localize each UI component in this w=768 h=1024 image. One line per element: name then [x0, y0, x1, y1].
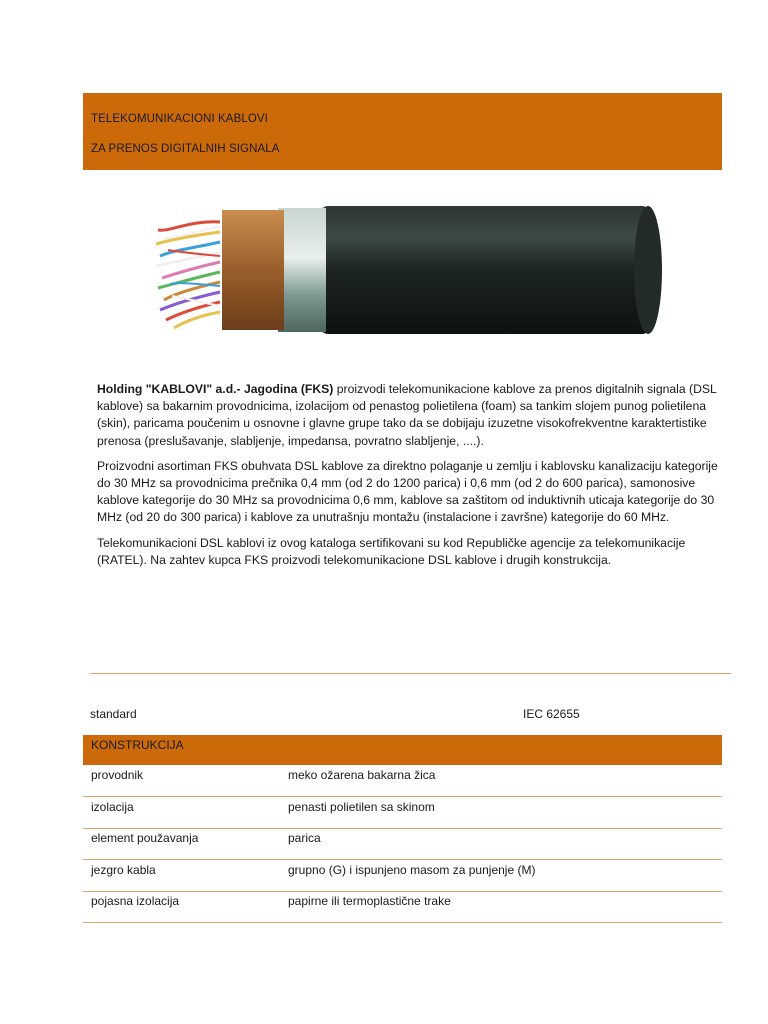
cable-shield-foil	[278, 208, 326, 332]
row-value: parica	[288, 831, 321, 845]
row-label: element použavanja	[91, 831, 199, 845]
standard-label: standard	[90, 707, 137, 721]
konstrukcija-title: KONSTRUKCIJA	[91, 738, 184, 752]
row-value: grupno (G) i ispunjeno masom za punjenje (M)	[288, 863, 536, 877]
intro-paragraph-1	[97, 381, 722, 450]
section-divider	[90, 673, 731, 674]
intro-paragraph-3: Telekomunikacioni DSL kablovi iz ovog kataloga sertifikovani su kod Republičke agencije za telekomunikacije (RATEL). Na zahtev kupca FKS proizvodi telekomunikacione DSL kablove i drugih konstrukcija.	[97, 535, 686, 567]
company-name: Holding "KABLOVI" a.d.- Jagodina (FKS)	[97, 382, 334, 396]
cable-jacket	[320, 206, 650, 334]
table-row	[83, 765, 722, 797]
konstrukcija-header	[83, 735, 722, 765]
table-row	[83, 860, 722, 892]
standard-value: IEC 62655	[523, 707, 580, 721]
row-label: provodnik	[91, 768, 144, 782]
intro-text	[97, 381, 722, 577]
row-label: izolacija	[91, 800, 134, 814]
table-row	[83, 797, 722, 829]
header-title-line2: ZA PRENOS DIGITALNIH SIGNALA	[91, 143, 280, 155]
header-title-line1: TELEKOMUNIKACIONI KABLOVI	[91, 113, 268, 125]
row-value: penasti polietilen sa skinom	[288, 800, 435, 814]
cable-photo	[150, 192, 666, 342]
row-value: meko ožarena bakarna žica	[288, 768, 436, 782]
intro-paragraph-1-text: proizvodi telekomunikacione kablove za prenos digitalnih signala (DSL kablove) sa bakarnim provodnicima, izolacijom od penastog polietilena (foam) sa tankim slojem punog polietilena (skin), paricama poučenim u osnovne i glavne grupe tako da se dobijaju izuzetne visokofrekventne karaktertistike prenosa (preslušavanje, slabljenje, impedansa, povratno slabljenje, ....).	[97, 382, 717, 448]
table-row	[83, 828, 722, 860]
cable-jacket-end	[634, 206, 662, 334]
intro-paragraph-2: Proizvodni asortiman FKS obuhvata DSL kablove za direktno polaganje u zemlju i kablovsku kanalizaciju kategorije do 30 MHz sa provodnicima prečnika 0,4 mm (od 2 do 1200 parica) i 0,6 mm (od 2 do 600 parica), samonosive kablove kategorije do 30 MHz sa provodnicima 0,6 mm, kablove sa zaštitom od induktivnih uticaja kategorije do 30 MHz (od 20 do 300 parica) i kablove za unutrašnju montažu (instalacione i završne) kategorije do 60 MHz.	[97, 458, 718, 525]
row-label: pojasna izolacija	[91, 894, 180, 908]
header-band	[83, 93, 722, 170]
table-row	[83, 891, 722, 923]
cable-core-tape	[222, 210, 284, 330]
row-label: jezgro kabla	[91, 863, 156, 877]
row-value: papirne ili termoplastične trake	[288, 894, 451, 908]
cable-pairs	[156, 222, 220, 328]
